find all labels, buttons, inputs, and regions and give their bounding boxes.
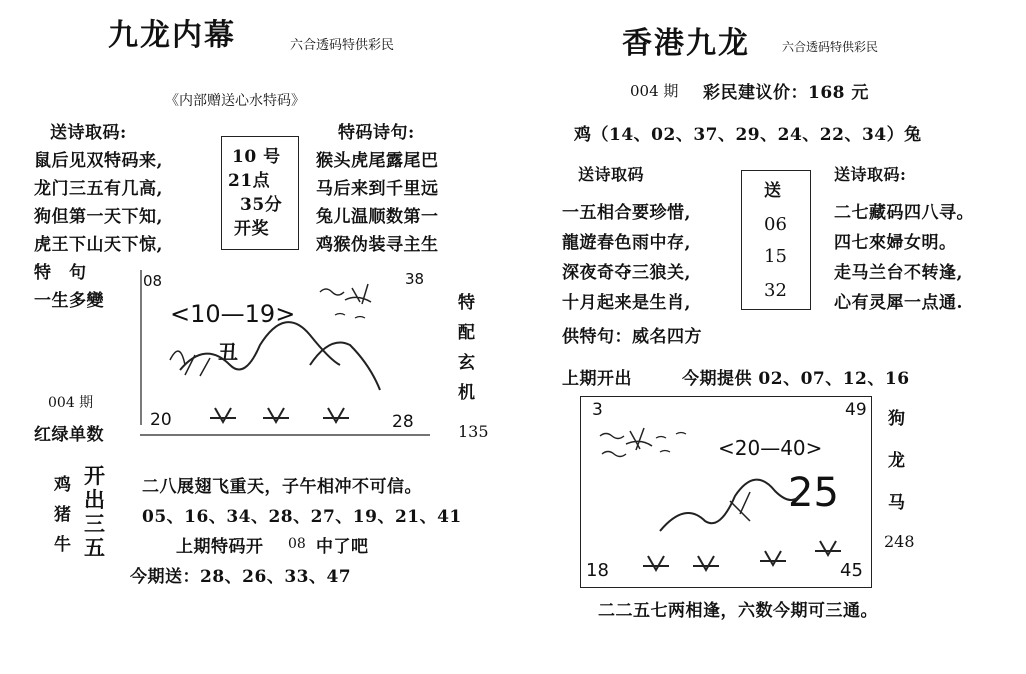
right-vertical-2: 龙: [888, 451, 906, 471]
right-title: 香港九龙: [622, 26, 750, 61]
right-poem-line-2: 龍遊春色雨中存,: [562, 233, 691, 253]
right-sketch-big: 25: [788, 470, 839, 516]
left-poem-right-2: 马后来到千里远: [316, 179, 439, 199]
right-vertical-3: 马: [888, 493, 906, 513]
right-sketch-range: <20—40>: [718, 436, 823, 460]
right-sketch-bottom-left: 18: [586, 560, 609, 581]
send-box-2: 06: [764, 214, 787, 235]
send-box-1: 送: [764, 181, 782, 201]
special-phrase-label: 特 句: [34, 263, 87, 283]
left-sketch-top-left: 08: [143, 272, 163, 290]
right-sketch-top-left: 3: [592, 400, 603, 420]
left-vertical-2: 配: [458, 323, 476, 343]
left-sketch-bottom-right: 28: [392, 412, 414, 432]
left-title: 九龙内幕: [108, 18, 236, 53]
right-special-phrase: 供特句：威名四方: [562, 327, 702, 347]
left-poem-line-1: 鼠后见双特码来,: [34, 151, 163, 171]
right-sketch-drawing: [580, 396, 870, 586]
draw-box-line-4: 开奖: [234, 219, 269, 239]
right-subtitle: 六合透码特供彩民: [782, 40, 879, 54]
left-poem-line-3: 狗但第一天下知,: [34, 207, 163, 227]
left-sketch-top-right: 38: [405, 270, 425, 288]
zodiac-1: 鸡: [54, 475, 72, 495]
red-green-label: 红绿单数: [34, 425, 104, 445]
left-line-3-prefix: 上期特码开: [176, 537, 264, 557]
right-poem-header: 送诗取码: [578, 165, 645, 184]
left-number-135: 135: [458, 422, 489, 441]
draw-box-line-2: 21点: [228, 171, 271, 191]
left-poem-right-3: 兔儿温顺数第一: [316, 207, 439, 227]
right-sketch-top-right: 49: [845, 400, 867, 420]
right-poem-right-header: 送诗取码:: [834, 165, 907, 184]
right-issue: 004 期: [630, 82, 679, 100]
left-line-3-num: 08: [288, 536, 306, 552]
left-issue: 004 期: [48, 395, 94, 411]
open-3: 三: [84, 512, 105, 536]
left-vertical-1: 特: [458, 293, 476, 313]
left-sketch-drawing: [140, 270, 440, 430]
right-last-open: 上期开出: [562, 369, 632, 389]
zodiac-2: 猪: [54, 505, 72, 525]
right-price: 彩民建议价：168 元: [703, 83, 869, 103]
left-sketch-bottom-left: 20: [150, 410, 172, 430]
left-poem-header: 送诗取码:: [50, 123, 127, 143]
left-subtitle: 六合透码特供彩民: [290, 38, 395, 53]
right-footer: 二二五七两相逢，六数今期可三通。: [598, 601, 878, 621]
right-this-provide: 今期提供 02、07、12、16: [682, 369, 910, 389]
right-poem-line-1: 一五相合要珍惜,: [562, 203, 691, 223]
left-poem-line-2: 龙门三五有几高,: [34, 179, 163, 199]
right-poem-line-4: 十月起来是生肖,: [562, 293, 691, 313]
draw-box-line-1: 10 号: [232, 147, 281, 167]
left-line-1: 二八展翅飞重天，子午相冲不可信。: [142, 477, 422, 497]
right-sketch-bottom-right: 45: [840, 560, 863, 581]
left-poem-right-4: 鸡猴伪装寻主生: [316, 235, 439, 255]
special-phrase: 一生多變: [34, 291, 104, 311]
send-box-4: 32: [764, 280, 787, 301]
right-poem-right-1: 二七藏码四八寻。: [834, 203, 974, 223]
open-1: 开: [84, 464, 105, 488]
left-line-2: 05、16、34、28、27、19、21、41: [142, 507, 462, 527]
left-line-4: 今期送：28、26、33、47: [130, 567, 352, 587]
left-vertical-3: 玄: [458, 353, 476, 373]
left-poem-line-4: 虎王下山天下惊,: [34, 235, 163, 255]
draw-box-line-3: 35分: [240, 195, 283, 215]
left-sketch-char: 丑: [218, 340, 239, 364]
open-2: 出: [84, 488, 105, 512]
open-4: 五: [84, 536, 105, 560]
right-vertical-1: 狗: [888, 409, 906, 429]
left-poem-right-1: 猴头虎尾露尾巴: [316, 151, 439, 171]
left-line-3-suffix: 中了吧: [316, 537, 369, 557]
left-vertical-4: 机: [458, 383, 476, 403]
zodiac-3: 牛: [54, 535, 72, 555]
right-number-248: 248: [884, 532, 915, 551]
right-poem-right-3: 走马兰台不转逢,: [834, 263, 963, 283]
right-zodiac-line: 鸡（14、02、37、29、24、22、34）兔: [574, 125, 922, 145]
right-poem-right-2: 四七來婦女明。: [834, 233, 957, 253]
left-inner-note: 《内部赠送心水特码》: [165, 93, 305, 109]
left-sketch-range: <10—19>: [170, 300, 296, 328]
left-poem-right-header: 特码诗句:: [338, 123, 415, 143]
right-poem-line-3: 深夜奇夺三狼关,: [562, 263, 691, 283]
right-poem-right-4: 心有灵犀一点通.: [834, 293, 963, 313]
send-box-3: 15: [764, 246, 787, 267]
